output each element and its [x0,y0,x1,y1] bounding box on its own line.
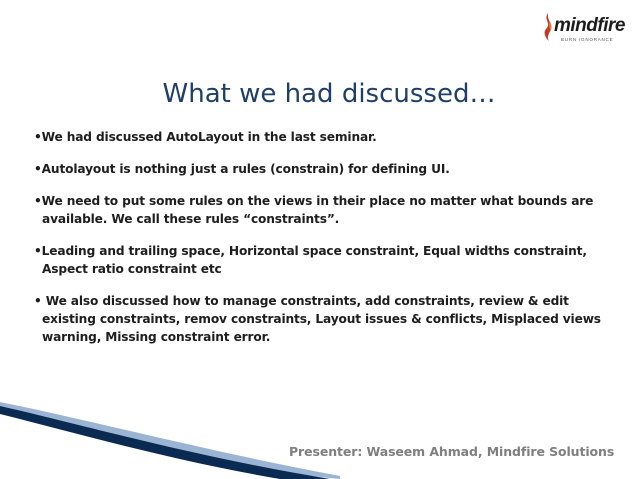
bullet-item [34,160,604,178]
bullet-item [34,128,604,146]
logo-tagline: BURN IGNORANCE [561,37,614,42]
slide-title-text: What we had discussed… [162,79,496,109]
logo-wordmark: mindfire [554,15,625,36]
mindfire-logo [541,12,631,46]
bullet-dot: • [34,244,42,258]
bullet-item [34,292,604,346]
presenter-credit: Presenter: Waseem Ahmad, Mindfire Solutions [289,444,615,459]
bullet-item [34,242,604,278]
bullet-dot: • [34,194,42,208]
decorative-swoosh [0,390,340,479]
flame-icon [541,12,555,42]
bullet-dot: • [34,130,42,144]
bullet-text: We had discussed AutoLayout in the last seminar. [41,130,377,144]
bullet-text: Autolayout is nothing just a rules (constrain) for defining UI. [41,162,450,176]
bullet-item [34,192,604,228]
slide-title [0,79,638,109]
bullet-dot: • [34,162,42,176]
bullet-text: We need to put some rules on the views in their place no matter what bounds are available. We call these rules “constraints”. [41,194,594,226]
bullet-dot: • [34,294,42,308]
bullet-text: Leading and trailing space, Horizontal space constraint, Equal widths constraint, Aspect ratio constraint etc [41,244,587,276]
bullet-list [34,128,604,360]
bullet-text: We also discussed how to manage constraints, add constraints, review & edit existing constraints, remov constraints, Layout issues & conflicts, Misplaced views warning, Missing constraint error. [41,294,601,344]
